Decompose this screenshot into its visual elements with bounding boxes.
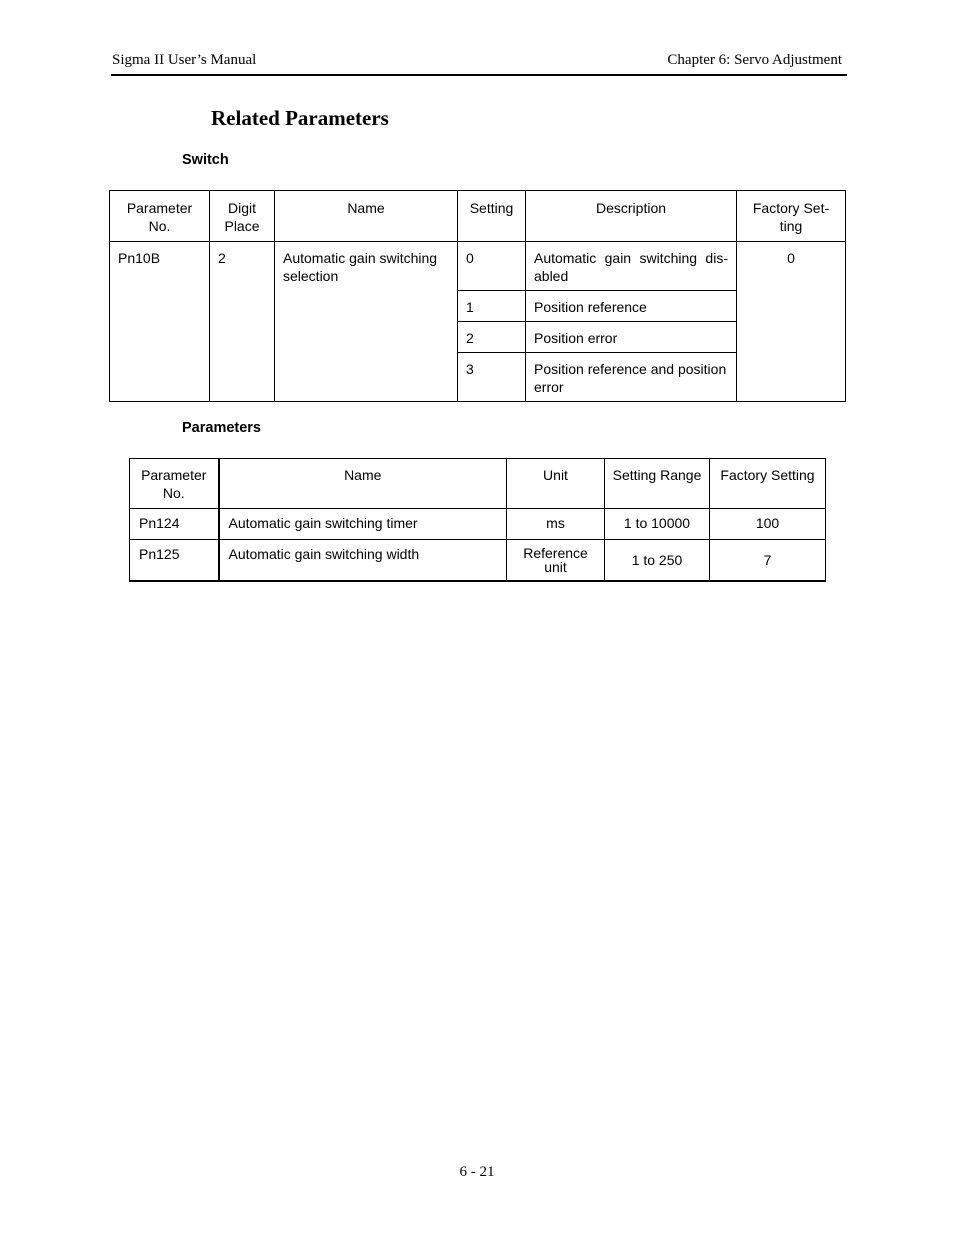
params-col-parameter-no: Parameter No.: [130, 459, 219, 509]
params-col-unit: Unit: [507, 459, 605, 509]
switch-col-parameter-no: Parameter No.: [110, 191, 210, 242]
params-unit-cell: ms: [507, 509, 605, 540]
params-unit-cell: Reference unit: [507, 540, 605, 582]
table-row: [110, 242, 846, 291]
switch-heading: Switch: [182, 152, 229, 168]
page-number: 6 - 21: [459, 1164, 495, 1180]
params-factory-cell: 100: [710, 509, 826, 540]
params-range-cell: 1 to 10000: [605, 509, 710, 540]
switch-table-header-row: [110, 191, 846, 242]
switch-name-cell: Automatic gain switching selection: [275, 242, 458, 402]
switch-parameter-cell: Pn10B: [110, 242, 210, 402]
switch-col-description: Description: [526, 191, 737, 242]
switch-col-name: Name: [275, 191, 458, 242]
switch-factory-setting-cell: 0: [737, 242, 846, 402]
switch-setting-cell: 2: [458, 322, 526, 353]
parameters-heading: Parameters: [182, 420, 261, 436]
switch-setting-cell: 3: [458, 353, 526, 402]
switch-description-cell: Position reference and position error: [526, 353, 737, 402]
table-row: [130, 509, 826, 540]
switch-setting-cell: 1: [458, 291, 526, 322]
params-col-name: Name: [219, 459, 507, 509]
parameters-table-header-row: [130, 459, 826, 509]
switch-col-digit-place: Digit Place: [210, 191, 275, 242]
switch-col-factory-setting: Factory Set-ting: [737, 191, 846, 242]
switch-table: [109, 190, 846, 402]
params-range-cell: 1 to 250: [605, 540, 710, 582]
switch-col-setting: Setting: [458, 191, 526, 242]
section-title: Related Parameters: [211, 106, 389, 130]
parameters-table: [129, 458, 826, 582]
params-parameter-cell: Pn125: [130, 540, 219, 582]
params-factory-cell: 7: [710, 540, 826, 582]
switch-setting-cell: 0: [458, 242, 526, 291]
header-divider: [111, 74, 847, 76]
header-chapter-title: Chapter 6: Servo Adjustment: [667, 52, 842, 68]
params-name-cell: Automatic gain switching timer: [219, 509, 507, 540]
table-row: [130, 540, 826, 582]
params-col-setting-range: Setting Range: [605, 459, 710, 509]
switch-description-cell: Automatic gain switching dis-abled: [526, 242, 737, 291]
switch-description-cell: Position error: [526, 322, 737, 353]
switch-digit-place-cell: 2: [210, 242, 275, 402]
header-manual-title: Sigma II User’s Manual: [112, 52, 257, 68]
params-parameter-cell: Pn124: [130, 509, 219, 540]
switch-description-cell: Position reference: [526, 291, 737, 322]
params-col-factory-setting: Factory Setting: [710, 459, 826, 509]
params-name-cell: Automatic gain switching width: [219, 540, 507, 582]
